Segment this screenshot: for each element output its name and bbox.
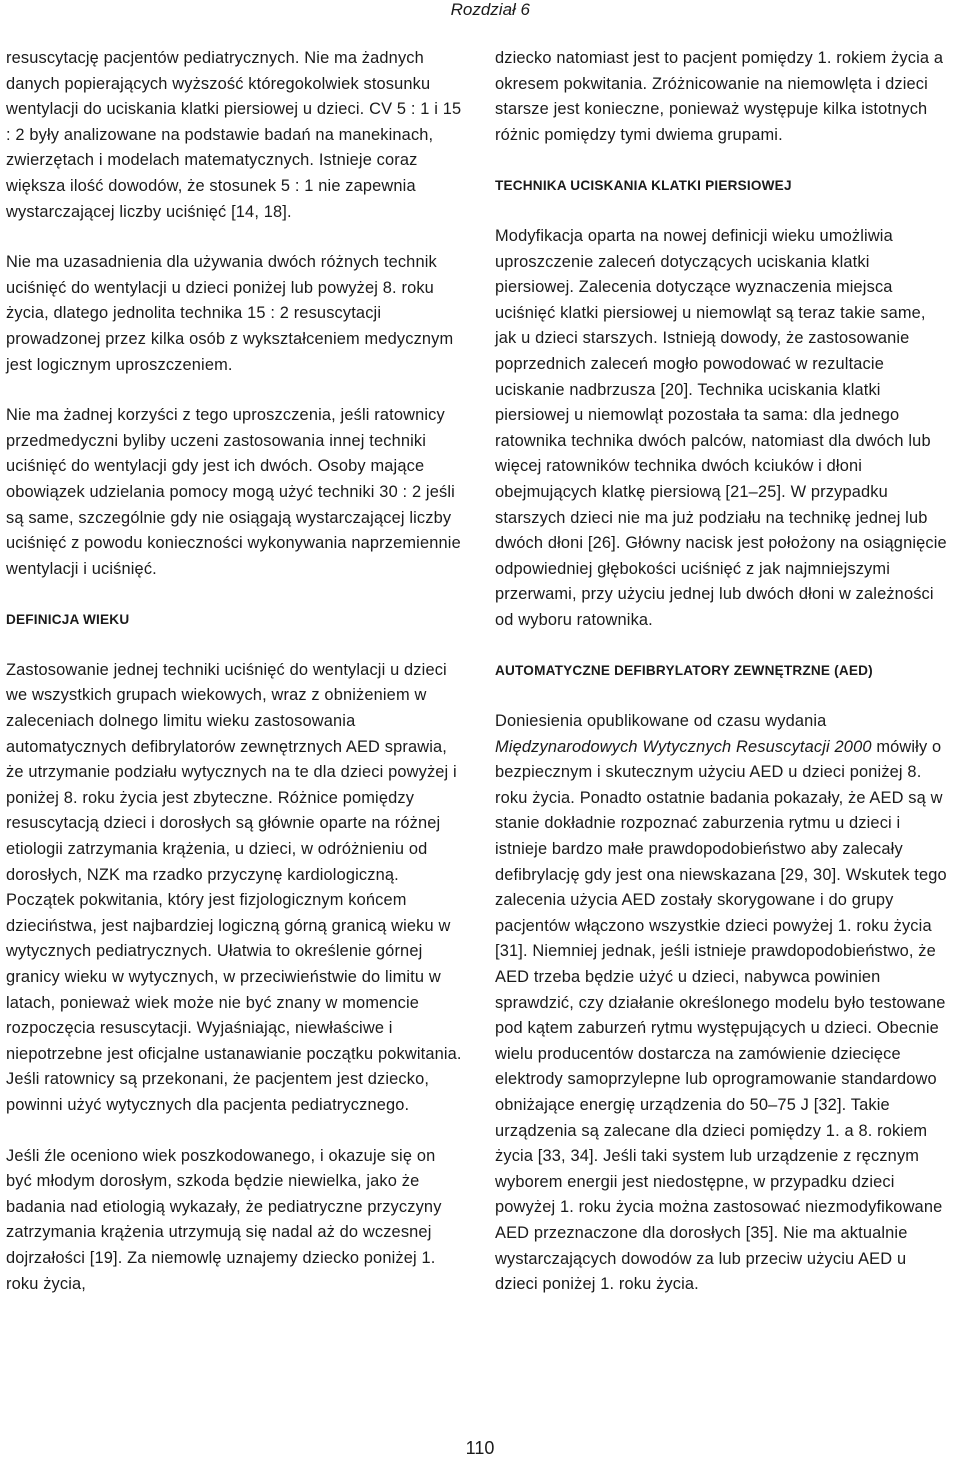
left-column xyxy=(6,46,463,1322)
page-number: 110 xyxy=(465,1438,495,1458)
italic-title: Międzynarodowych Wytycznych Resuscytacji 2000 xyxy=(495,737,872,756)
paragraph: Modyfikacja oparta na nowej definicji wieku umożliwia uproszczenie zaleceń dotyczących uciskania klatki piersiowej. Zalecenia dotyczące wyznaczenia miejsca uciśnięć klatki piersiowej u niemowląt są teraz takie same, jak u dzieci starszych. Istnieją dowody, że zastosowanie poprzednich zaleceń mogło powodować w rezultacie uciskanie nadbrzusza [20]. Technika uciskania klatki piersiowej u niemowląt pozostała ta sama: dla jednego ratownika technika dwóch palców, natomiast dla dwóch lub więcej ratowników technika dwóch kciuków i dłoni obejmujących klatkę piersiową [21–25]. W przypadku starszych dzieci nie ma już podziału na technikę jednej lub dwóch dłoni [26]. Główny nacisk jest położony na osiągnięcie odpowiedniej głębokości uciśnięć z jak najmniejszymi przerwami, przy użyciu jednej lub dwóch dłoni w zależności od wyboru ratownika. xyxy=(495,226,947,629)
paragraph xyxy=(495,709,947,1298)
paragraph: Nie ma uzasadnienia dla używania dwóch różnych technik uciśnięć do wentylacji u dzieci poniżej lub powyżej 8. roku życia, dlatego jednolita technika 15 : 2 resuscytacji prowadzonej przez kilka osób z wykształceniem medycznym jest logicznym uproszczeniem. xyxy=(6,253,454,374)
paragraph: Nie ma żadnej korzyści z tego uproszczenia, jeśli ratownicy przedmedyczni byliby uczeni zastosowania innej techniki uciśnięć do wentylacji gdy jest ich dwóch. Osoby mające obowiązek udzielania pomocy mogą użyć techniki 30 : 2 jeśli są same, szczególnie gdy nie osiągają wystarczającej liczby uciśnięć z powodu konieczności wykonywania naprzemiennie wentylacji i uciśnięć. xyxy=(6,406,461,578)
running-header-chapter: Rozdział 6 xyxy=(450,0,530,19)
section-heading-chest-compression: TECHNIKA UCISKANIA KLATKI PIERSIOWEJ xyxy=(495,178,792,194)
section-heading-age-definition: DEFINICJA WIEKU xyxy=(6,612,130,628)
section-heading-aed: AUTOMATYCZNE DEFIBRYLATORY ZEWNĘTRZNE (AED) xyxy=(495,663,873,679)
text-run: mówiły o bezpiecznym i skutecznym użyciu AED u dzieci poniżej 8. roku życia. Ponadto ostatnie badania pokazały, że AED są w stanie dokładnie rozpoznać zaburzenia rytmu u dzieci i istnieje bardzo małe prawdopodobieństwo aby zalecały defibrylację gdy jest ona niewskazana [29, 30]. Wskutek tego zalecenia użycia AED zostały skorygowane i do grupy pacjentów włączono wszystkie dzieci powyżej 1. roku życia [31]. Niemniej jednak, jeśli istnieje prawdopodobieństwo, że AED trzeba będzie użyć u dzieci, nabywca powinien sprawdzić, czy działanie określonego modelu było testowane pod kątem zaburzeń rytmu występujących u dzieci. Obecnie wielu producentów dostarcza na zamówienie dziecięce elektrody samoprzylepne lub oprogramowanie standardowo obniżające energię urządzenia do 50–75 J [32]. Takie urządzenia są zalecane dla dzieci pomiędzy 1. a 8. rokiem życia [33, 34]. Jeśli taki system lub urządzenie z ręcznym wyborem energii jest niedostępne, w przypadku dzieci powyżej 1. roku życia można zastosować niezmodyfikowane AED przeznaczone dla dorosłych [35]. Nie ma aktualnie wystarczających dowodów za lub przeciw użyciu AED u dzieci poniżej 1. roku życia. xyxy=(495,737,947,1294)
paragraph: Jeśli źle oceniono wiek poszkodowanego, i okazuje się on być młodym dorosłym, szkoda będzie niewielka, jako że badania nad etiologią wykazały, że pediatryczne przyczyny zatrzymania krążenia utrzymują się nadal aż do wczesnej dojrzałości [19]. Za niemowlę uznajemy dziecko poniżej 1. roku życia, xyxy=(6,1146,442,1293)
paragraph: Zastosowanie jednej techniki uciśnięć do wentylacji u dzieci we wszystkich grupach wiekowych, wraz z obniżeniem w zaleceniach dolnego limitu wieku zastosowania automatycznych defibrylatorów zewnętrznych AED sprawia, że utrzymanie podziału wytycznych na te dla dzieci powyżej i poniżej 8. roku życia jest zbyteczne. Różnice pomiędzy resuscytacją dzieci i dorosłych są głównie oparte na różnej etiologii zatrzymania krążenia, u dzieci, w odróżnieniu od dorosłych, NZK ma rzadko przyczynę kardiologiczną. Początek pokwitania, który jest fizjologicznym końcem dzieciństwa, jest najbardziej logiczną górną granicą wieku w wytycznych pediatrycznych. Ułatwia to określenie górnej granicy wieku w wytycznych, w przeciwieństwie do limitu w latach, ponieważ wiek może nie być znany w momencie rozpoczęcia resuscytacji. Wyjaśniając, niewłaściwe i niepotrzebne jest oficjalne ustanawianie początku pokwitania. Jeśli ratownicy są przekonani, że pacjentem jest dziecko, powinni użyć wytycznych dla pacjenta pediatrycznego. xyxy=(6,660,462,1114)
paragraph: dziecko natomiast jest to pacjent pomiędzy 1. rokiem życia a okresem pokwitania. Zróżnicowanie na niemowlęta i dzieci starsze jest konieczne, ponieważ występuje kilka istotnych różnic pomiędzy tymi dwiema grupami. xyxy=(495,49,944,144)
paragraph: resuscytację pacjentów pediatrycznych. Nie ma żadnych danych popierających wyższość któregokolwiek stosunku wentylacji do uciskania klatki piersiowej u dzieci. CV 5 : 1 i 15 : 2 były analizowane na podstawie badań na manekinach, zwierzętach i modelach matematycznych. Istnieje coraz większa ilość dowodów, że stosunek 5 : 1 nie zapewnia wystarczającej liczby uciśnięć [14, 18]. xyxy=(6,49,462,221)
text-run: Doniesienia opublikowane od czasu wydania xyxy=(495,712,827,731)
right-column xyxy=(495,46,947,1323)
